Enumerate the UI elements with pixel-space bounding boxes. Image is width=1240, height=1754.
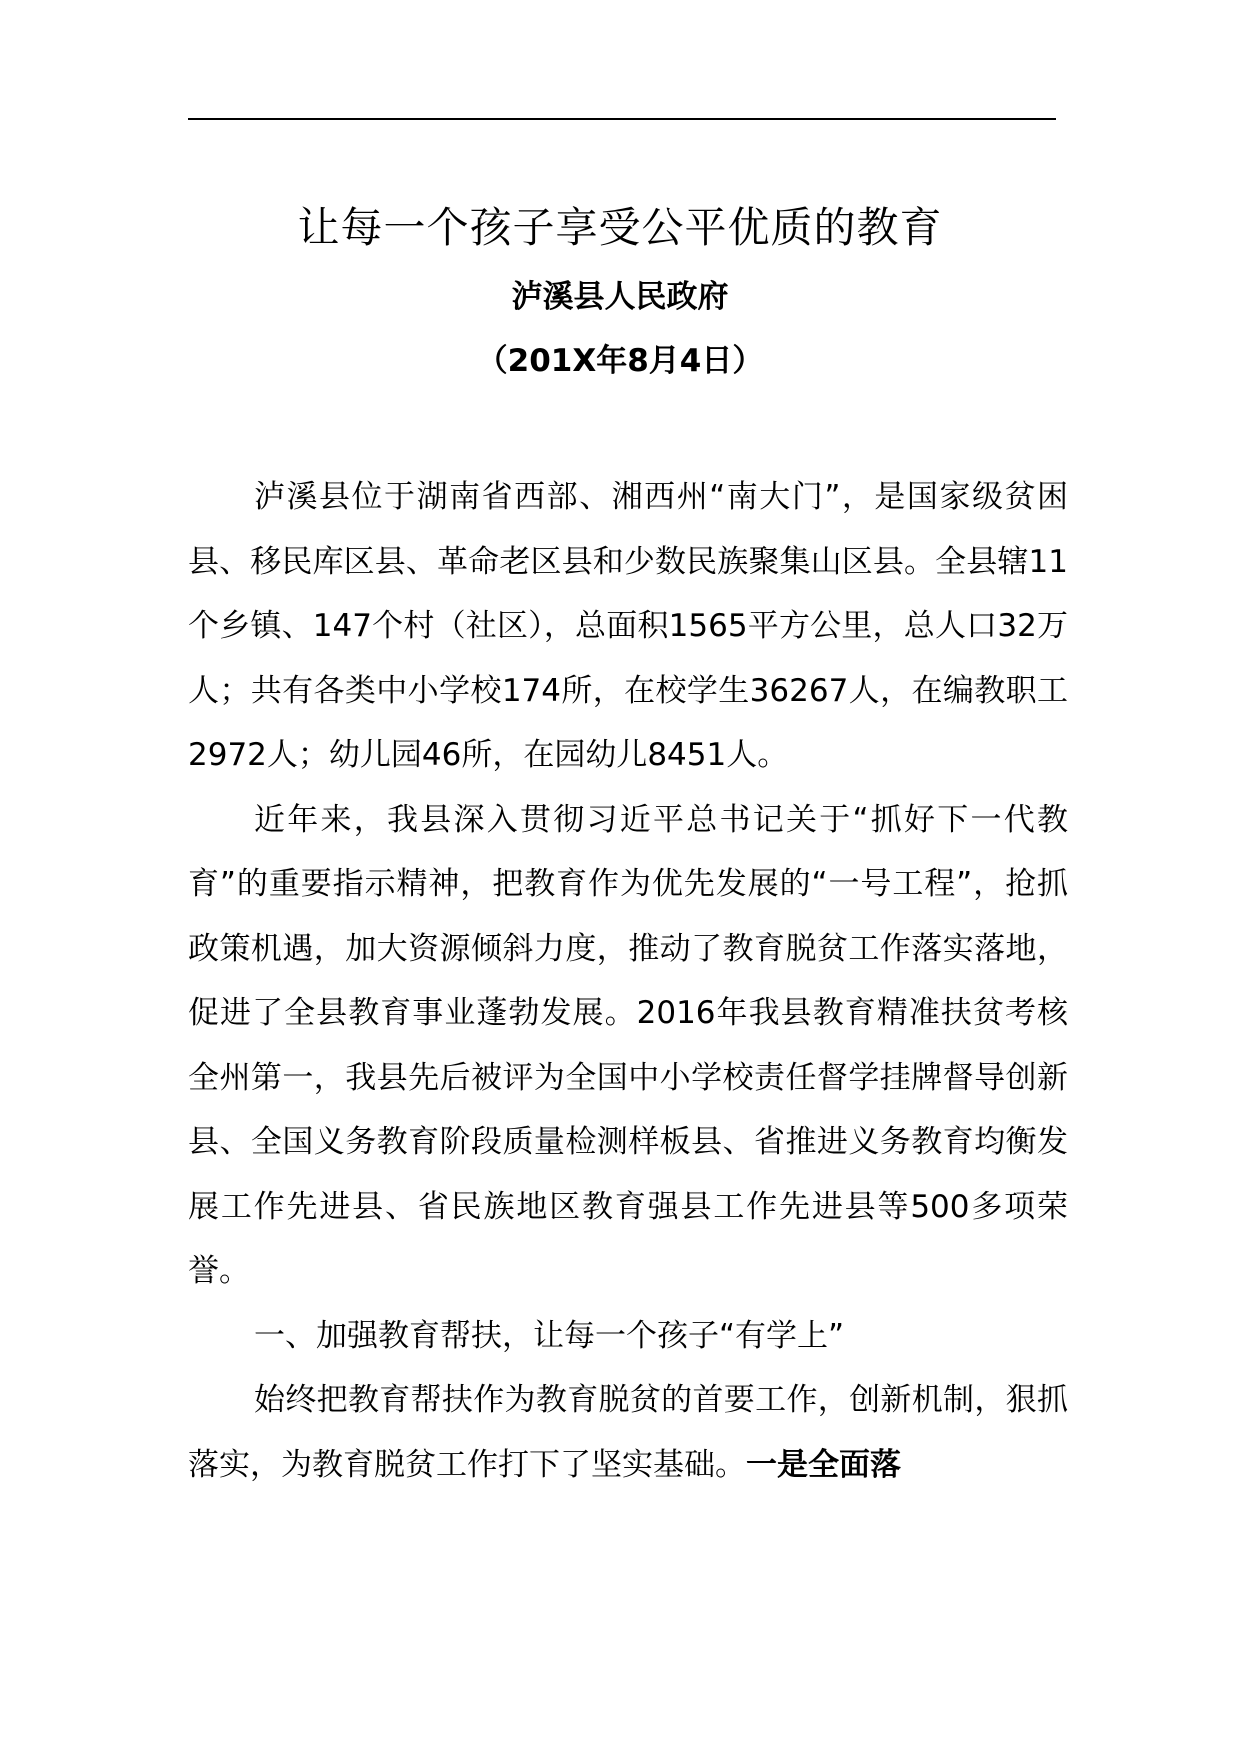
document-body [188,465,1068,1497]
header-rule [188,118,1056,120]
section-heading: 一、加强教育帮扶，让每一个孩子“有学上” [254,1317,845,1354]
body-paragraph [188,1368,1068,1497]
document-author: 泸溪县人民政府 [511,279,729,315]
body-paragraph: 近年来，我县深入贯彻习近平总书记关于“抓好下一代教育”的重要指示精神，把教育作为优先发展的“一号工程”，抢抓政策机遇，加大资源倾斜力度，推动了教育脱贫工作落实落地，促进了全县教育事业蓬勃发展。2016年我县教育精准扶贫考核全州第一，我县先后被评为全国中小学校责任督学挂牌督导创新县、全国义务教育阶段质量检测样板县、省推进义务教育均衡发展工作先进县、省民族地区教育强县工作先进县等500多项荣誉。 [188,801,1068,1289]
document-title: 让每一个孩子享受公平优质的教育 [297,203,943,252]
body-paragraph: 泸溪县位于湖南省西部、湘西州“南大门”，是国家级贫困县、移民库区县、革命老区县和少数民族聚集山区县。全县辖11个乡镇、147个村（社区），总面积1565平方公里，总人口32万人；共有各类中小学校174所，在校学生36267人，在编教职工2972人；幼儿园46所，在园幼儿8451人。 [188,479,1068,773]
bold-lead-in: 一是全面落 [746,1446,901,1483]
document-date: （201X年8月4日） [476,343,764,379]
paragraph-text: 始终把教育帮扶作为教育脱贫的首要工作，创新机制，狠抓落实，为教育脱贫工作打下了坚实基础。 [188,1382,1068,1483]
